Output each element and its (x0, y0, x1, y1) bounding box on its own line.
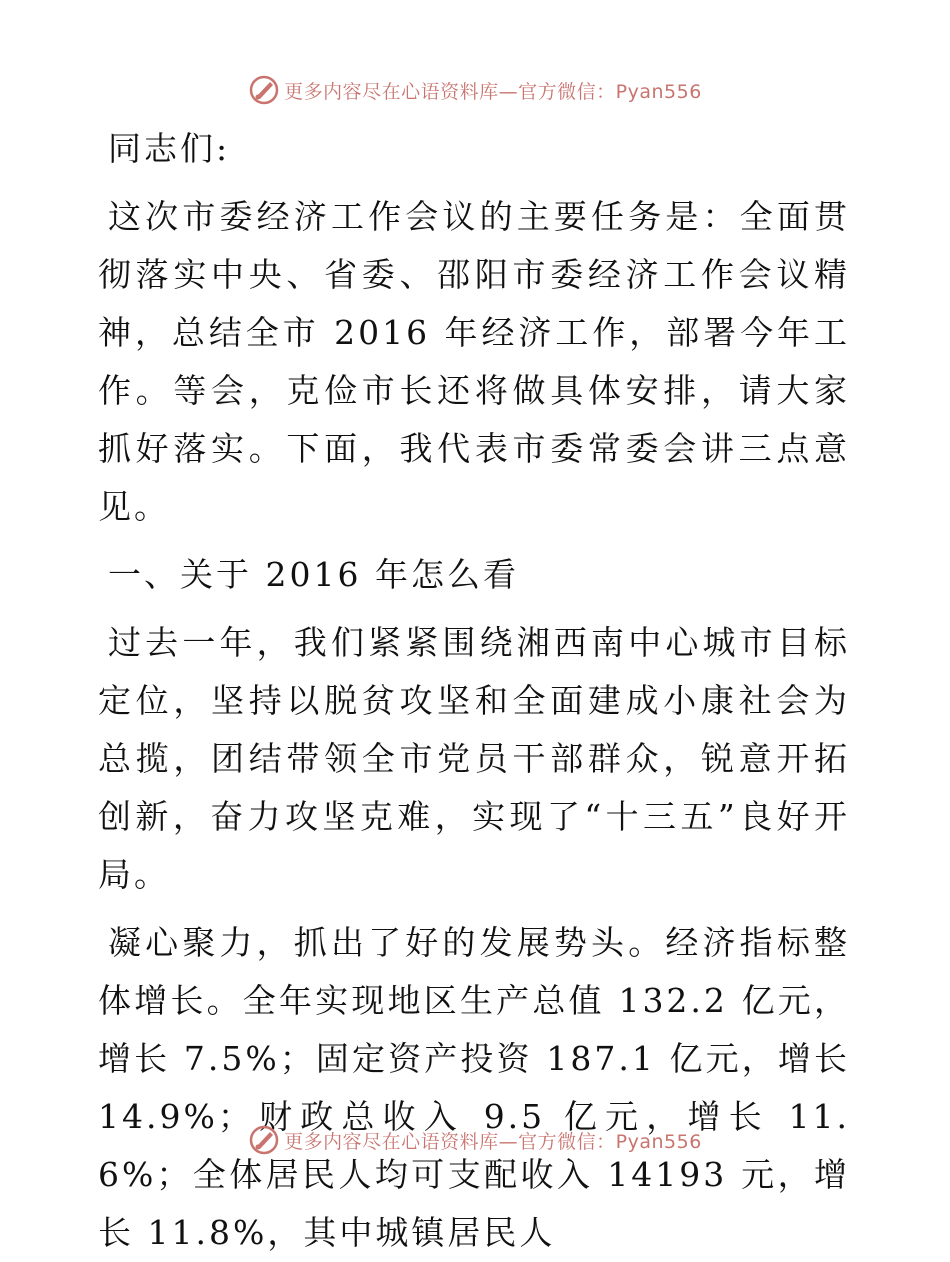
salutation: 同志们: (108, 129, 231, 168)
brush-logo-icon (248, 74, 280, 106)
intro-paragraph: 这次市委经济工作会议的主要任务是：全面贯彻落实中央、省委、邵阳市委经济工作会议精神，总结全市 2016 年经济工作，部署今年工作。等会，克俭市长还将做具体安排，请大家抓好落实。下面，我代表市委常委会讲三点意见。 (98, 197, 850, 526)
section-heading: 一、关于 2016 年怎么看 (108, 555, 519, 594)
watermark-text: 更多内容尽在心语资料库—官方微信：Pyan556 (284, 1130, 702, 1153)
watermark-header (0, 70, 950, 110)
document-body (98, 120, 850, 1262)
brush-logo-icon (248, 1124, 280, 1156)
indicators-paragraph: 凝心聚力，抓出了好的发展势头。经济指标整体增长。全年实现地区生产总值 132.2 亿元，增长 7.5%；固定资产投资 187.1 亿元，增长 14.9%；财政总收入 9.5 亿元，增长 11.6%；全体居民人均可支配收入 14193 元，增长 11.8%，其中城镇居民人 (98, 923, 850, 1252)
watermark-text: 更多内容尽在心语资料库—官方微信：Pyan556 (284, 80, 702, 103)
watermark-footer (0, 1120, 950, 1160)
review-paragraph: 过去一年，我们紧紧围绕湘西南中心城市目标定位，坚持以脱贫攻坚和全面建成小康社会为总揽，团结带领全市党员干部群众，锐意开拓创新，奋力攻坚克难，实现了“十三五”良好开局。 (98, 623, 850, 894)
